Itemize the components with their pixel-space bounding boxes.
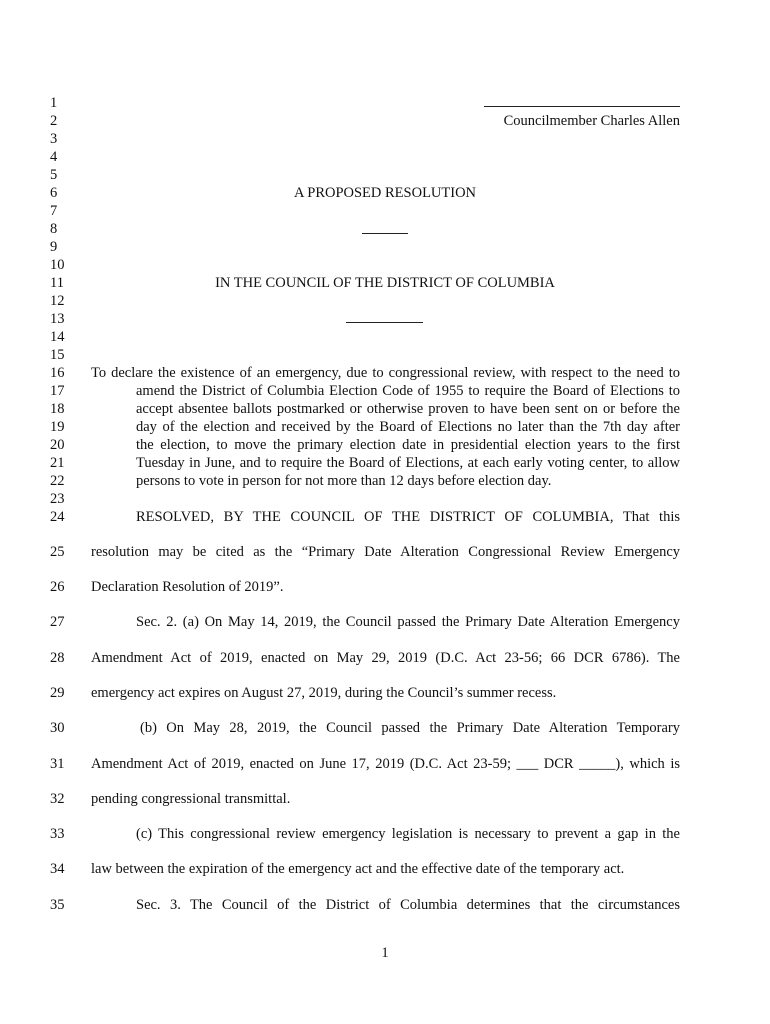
line-number: 13 bbox=[50, 311, 65, 327]
line-number: 28 bbox=[50, 650, 65, 666]
body-line: Sec. 2. (a) On May 14, 2019, the Council passed the Primary Date Alteration Emergency bbox=[136, 614, 680, 630]
line-number: 5 bbox=[50, 167, 58, 183]
title-line: the election, to move the primary election date in presidential election years to the first bbox=[136, 437, 680, 453]
line-number: 19 bbox=[50, 419, 65, 435]
line-number: 1 bbox=[50, 95, 58, 111]
line-number: 7 bbox=[50, 203, 58, 219]
signature-line bbox=[484, 106, 680, 107]
body-line: RESOLVED, BY THE COUNCIL OF THE DISTRICT OF COLUMBIA, That this bbox=[136, 509, 680, 525]
body-line: (b) On May 28, 2019, the Council passed the Primary Date Alteration Temporary bbox=[140, 720, 680, 736]
line-number: 10 bbox=[50, 257, 65, 273]
title-line: accept absentee ballots postmarked or otherwise proven to have been sent on or before the bbox=[136, 401, 680, 417]
line-number: 34 bbox=[50, 861, 65, 877]
body-line: emergency act expires on August 27, 2019, during the Council’s summer recess. bbox=[91, 685, 557, 701]
line-number: 21 bbox=[50, 455, 65, 471]
body-line: (c) This congressional review emergency legislation is necessary to prevent a gap in the bbox=[136, 826, 680, 842]
body-line: Amendment Act of 2019, enacted on June 17, 2019 (D.C. Act 23-59; ___ DCR _____), which is bbox=[91, 756, 680, 772]
line-number: 4 bbox=[50, 149, 58, 165]
line-number: 12 bbox=[50, 293, 65, 309]
sponsor-name: Councilmember Charles Allen bbox=[503, 113, 680, 129]
body-line: Declaration Resolution of 2019”. bbox=[91, 579, 284, 595]
line-number: 25 bbox=[50, 544, 65, 560]
line-number: 24 bbox=[50, 509, 65, 525]
line-number: 30 bbox=[50, 720, 65, 736]
title-line: Tuesday in June, and to require the Board of Elections, at each early voting center, to allow bbox=[136, 455, 680, 471]
line-number: 2 bbox=[50, 113, 58, 129]
line-number: 33 bbox=[50, 826, 65, 842]
line-number: 29 bbox=[50, 685, 65, 701]
heading-rule bbox=[362, 233, 408, 234]
body-line: Amendment Act of 2019, enacted on May 29, 2019 (D.C. Act 23-56; 66 DCR 6786). The bbox=[91, 650, 680, 666]
line-number: 20 bbox=[50, 437, 65, 453]
council-heading: IN THE COUNCIL OF THE DISTRICT OF COLUMBIA bbox=[215, 275, 555, 291]
line-number: 23 bbox=[50, 491, 65, 507]
document-heading: A PROPOSED RESOLUTION bbox=[293, 185, 477, 201]
line-number: 8 bbox=[50, 221, 58, 237]
body-line: law between the expiration of the emergency act and the effective date of the temporary act. bbox=[91, 861, 625, 877]
page-number: 1 bbox=[381, 945, 389, 961]
line-number: 35 bbox=[50, 897, 65, 913]
line-number: 15 bbox=[50, 347, 65, 363]
line-number: 9 bbox=[50, 239, 58, 255]
line-number: 32 bbox=[50, 791, 65, 807]
title-line: To declare the existence of an emergency, due to congressional review, with respect to the need to bbox=[91, 365, 680, 381]
line-number: 3 bbox=[50, 131, 58, 147]
line-number: 31 bbox=[50, 756, 65, 772]
body-line: Sec. 3. The Council of the District of Columbia determines that the circumstances bbox=[136, 897, 680, 913]
line-number: 11 bbox=[50, 275, 64, 291]
body-line: resolution may be cited as the “Primary Date Alteration Congressional Review Emergency bbox=[91, 544, 680, 560]
line-number: 27 bbox=[50, 614, 65, 630]
title-line: persons to vote in person for not more than 12 days before election day. bbox=[136, 473, 552, 489]
title-line: day of the election and received by the Board of Elections no later than the 7th day after bbox=[136, 419, 680, 435]
line-number: 16 bbox=[50, 365, 65, 381]
line-number: 14 bbox=[50, 329, 65, 345]
body-line: pending congressional transmittal. bbox=[91, 791, 291, 807]
line-number: 18 bbox=[50, 401, 65, 417]
line-number: 6 bbox=[50, 185, 58, 201]
council-rule bbox=[346, 322, 423, 323]
line-number: 26 bbox=[50, 579, 65, 595]
line-number: 17 bbox=[50, 383, 65, 399]
title-line: amend the District of Columbia Election Code of 1955 to require the Board of Elections to bbox=[136, 383, 680, 399]
line-number: 22 bbox=[50, 473, 65, 489]
